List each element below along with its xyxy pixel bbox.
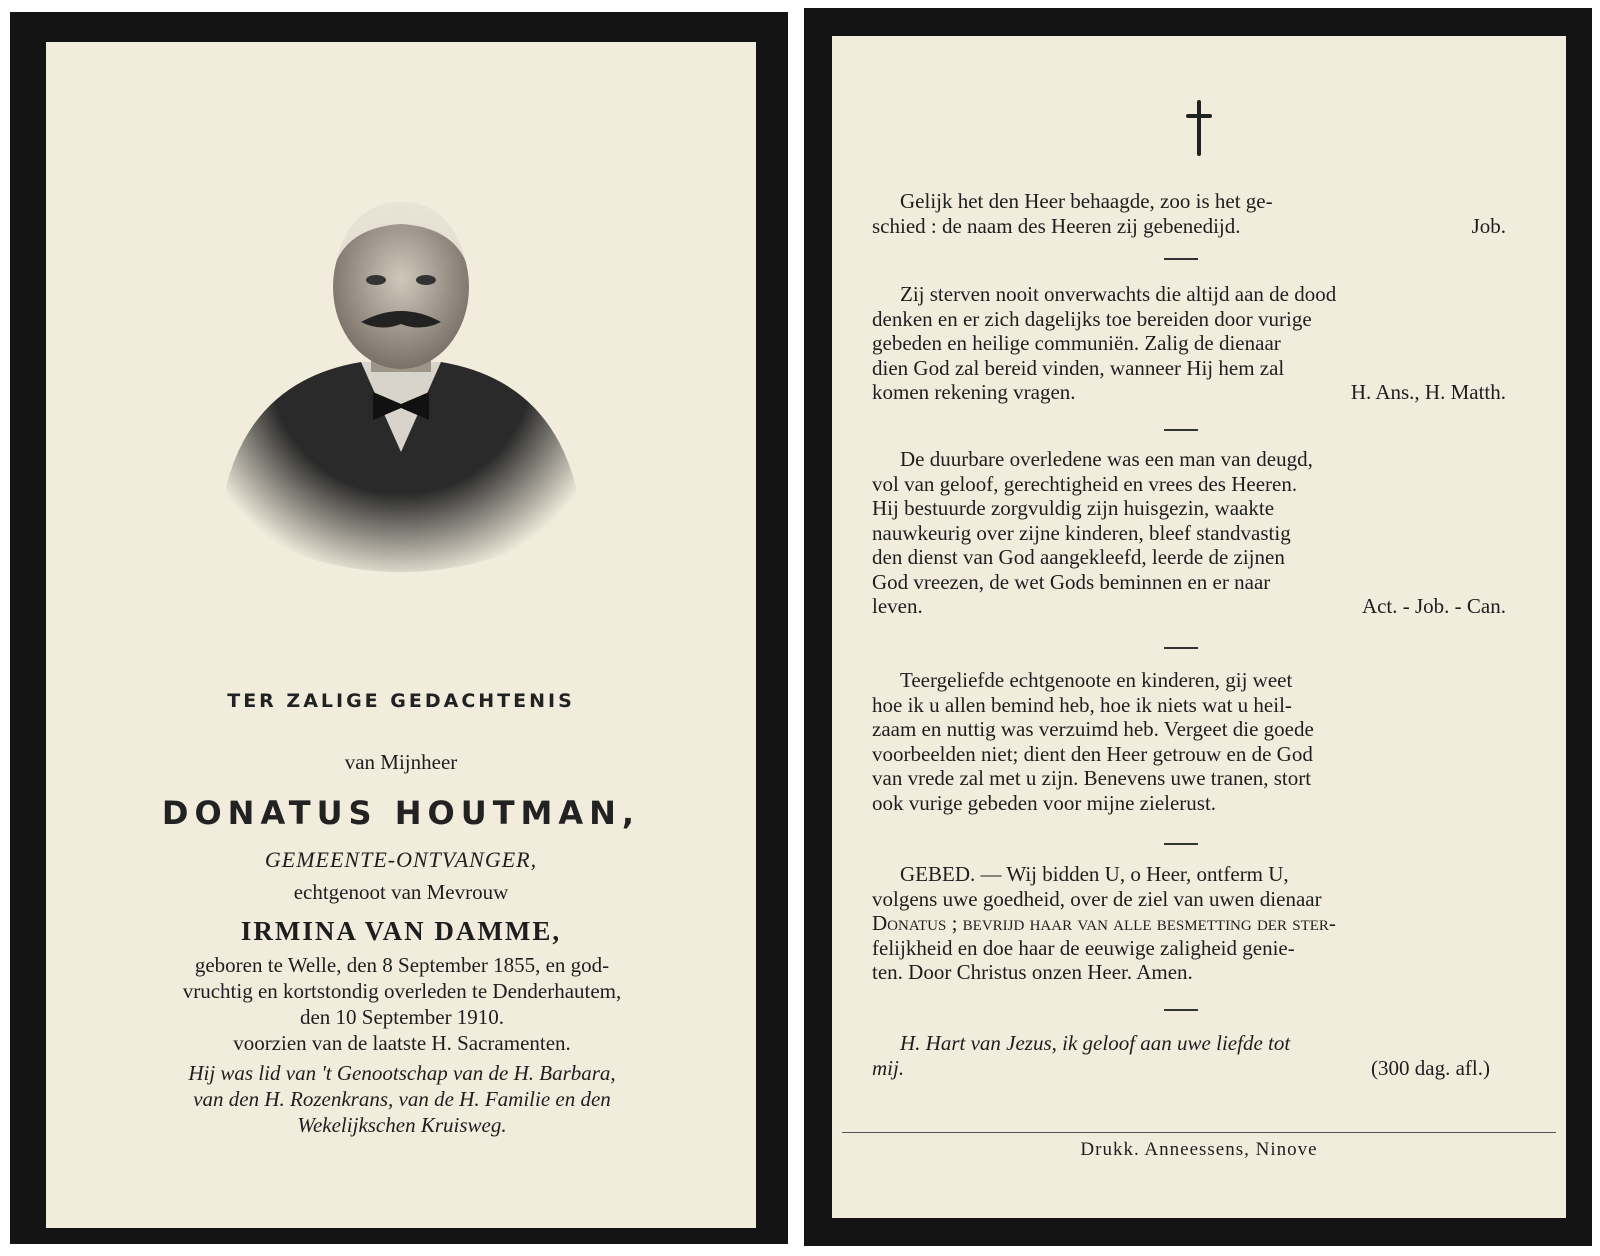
text-line-end: leven. [872, 594, 923, 618]
text-line: hoe ik u allen bemind heb, hoe ik niets wat u heil- [872, 692, 1292, 717]
text-line: voorbeelden niet; dient den Heer getrouw en de God [872, 741, 1313, 766]
text-line: ten. Door Christus onzen Heer. Amen. [872, 960, 1193, 984]
text-line: denken en er zich dagelijks toe bereiden door vurige [872, 306, 1312, 331]
text-line-end: schied : de naam des Heeren zij gebenedijd. [872, 213, 1241, 238]
right-panel-border [804, 8, 1592, 1246]
text-line: GEBED. — Wij bidden U, o Heer, ontferm U, [900, 862, 1289, 886]
text-line [872, 380, 1506, 405]
occupation: GEMEENTE-ONTVANGER, [264, 847, 538, 872]
membership-line: van den H. Rozenkrans, van de H. Familie en den [193, 1087, 611, 1111]
separator-dash [1164, 1009, 1198, 1011]
life-line: vruchtig en kortstondig overleden te Denderhautem, [182, 979, 622, 1003]
text-line: gebeden en heilige communiën. Zalig de dienaar [872, 331, 1281, 355]
printer-credit: Drukk. Anneessens, Ninove [1080, 1139, 1318, 1160]
left-panel-border [10, 12, 788, 1244]
membership-details [82, 1060, 722, 1138]
text-line: Zij sterven nooit onverwachts die altijd aan de dood [900, 282, 1337, 306]
text-line-end: komen rekening vragen. [872, 380, 1076, 404]
separator-dash [1164, 429, 1198, 431]
text-line [872, 214, 1506, 239]
deceased-name: DONATUS HOUTMAN, [161, 794, 641, 832]
right-panel [832, 36, 1566, 1218]
text-line: van vrede zal met u zijn. Benevens uwe tranen, stort [872, 766, 1312, 790]
life-line: voorzien van de laatste H. Sacramenten. [233, 1031, 571, 1055]
text-line: nauwkeurig over zijne kinderen, bleef standvastig [872, 520, 1291, 545]
membership-line: Hij was lid van 't Genootschap van de H. Barbara, [188, 1061, 616, 1085]
text-line-end: mij. [872, 1055, 905, 1080]
indulgence-prayer [872, 1031, 1506, 1080]
life-line: geboren te Welle, den 8 September 1855, en god- [194, 953, 610, 977]
indulgence-note: (300 dag. afl.) [1371, 1055, 1490, 1080]
verse-paragraph [872, 447, 1506, 619]
text-line: ook vurige gebeden voor mijne zielerust. [872, 790, 1217, 815]
verse-paragraph [872, 189, 1506, 238]
cross-icon [1164, 98, 1234, 158]
source-citation: Job. [1471, 213, 1506, 238]
text-line: Teergeliefde echtgenoote en kinderen, gij weet [900, 668, 1293, 692]
text-line: De duurbare overledene was een man van deugd, [900, 447, 1313, 471]
text-line: H. Hart van Jezus, ik geloof aan uwe liefde tot [900, 1031, 1291, 1055]
text-line: volgens uwe goedheid, over de ziel van uwen dienaar [872, 886, 1322, 911]
source-citation: Act. - Job. - Can. [1361, 594, 1506, 618]
text-line: Hij bestuurde zorgvuldig zijn huisgezin, waakte [872, 496, 1275, 520]
life-line: den 10 September 1910. [299, 1005, 505, 1029]
text-line: vol van geloof, gerechtigheid en vrees des Heeren. [872, 471, 1298, 496]
spouse-intro: echtgenoot van Mevrouw [293, 880, 509, 904]
verse-paragraph [872, 282, 1506, 405]
text-line: felijkheid en doe haar de eeuwige zaligheid genie- [872, 935, 1295, 960]
text-line: zaam en nuttig was verzuimd heb. Vergeet die goede [872, 717, 1314, 741]
honorific: van Mijnheer [344, 750, 458, 774]
separator-dash [1164, 258, 1198, 260]
text-line [872, 1056, 1506, 1081]
text-line: dien God zal bereid vinden, wanneer Hij hem zal [872, 355, 1285, 380]
membership-line: Wekelijkschen Kruisweg. [297, 1113, 507, 1137]
prayer-paragraph [872, 862, 1506, 985]
text-line: Donatus ; bevrijd haar van alle besmetting der ster- [872, 911, 1336, 935]
verse-paragraph [872, 668, 1506, 815]
text-line: Gelijk het den Heer behaagde, zoo is het ge- [900, 189, 1273, 213]
separator-dash [1164, 647, 1198, 649]
spouse-name: IRMINA VAN DAMME, [240, 916, 562, 946]
text-line [872, 594, 1506, 619]
source-citation: H. Ans., H. Matth. [1350, 380, 1506, 404]
memorial-heading: TER ZALIGE GEDACHTENIS [227, 690, 575, 712]
life-details [82, 952, 722, 1056]
left-panel [46, 42, 756, 1228]
text-line: God vreezen, de wet Gods beminnen en er naar [872, 569, 1271, 594]
text-line: den dienst van God aangekleefd, leerde de zijnen [872, 545, 1285, 569]
footer-rule [842, 1132, 1556, 1133]
portrait-photo [201, 182, 601, 582]
separator-dash [1164, 843, 1198, 845]
